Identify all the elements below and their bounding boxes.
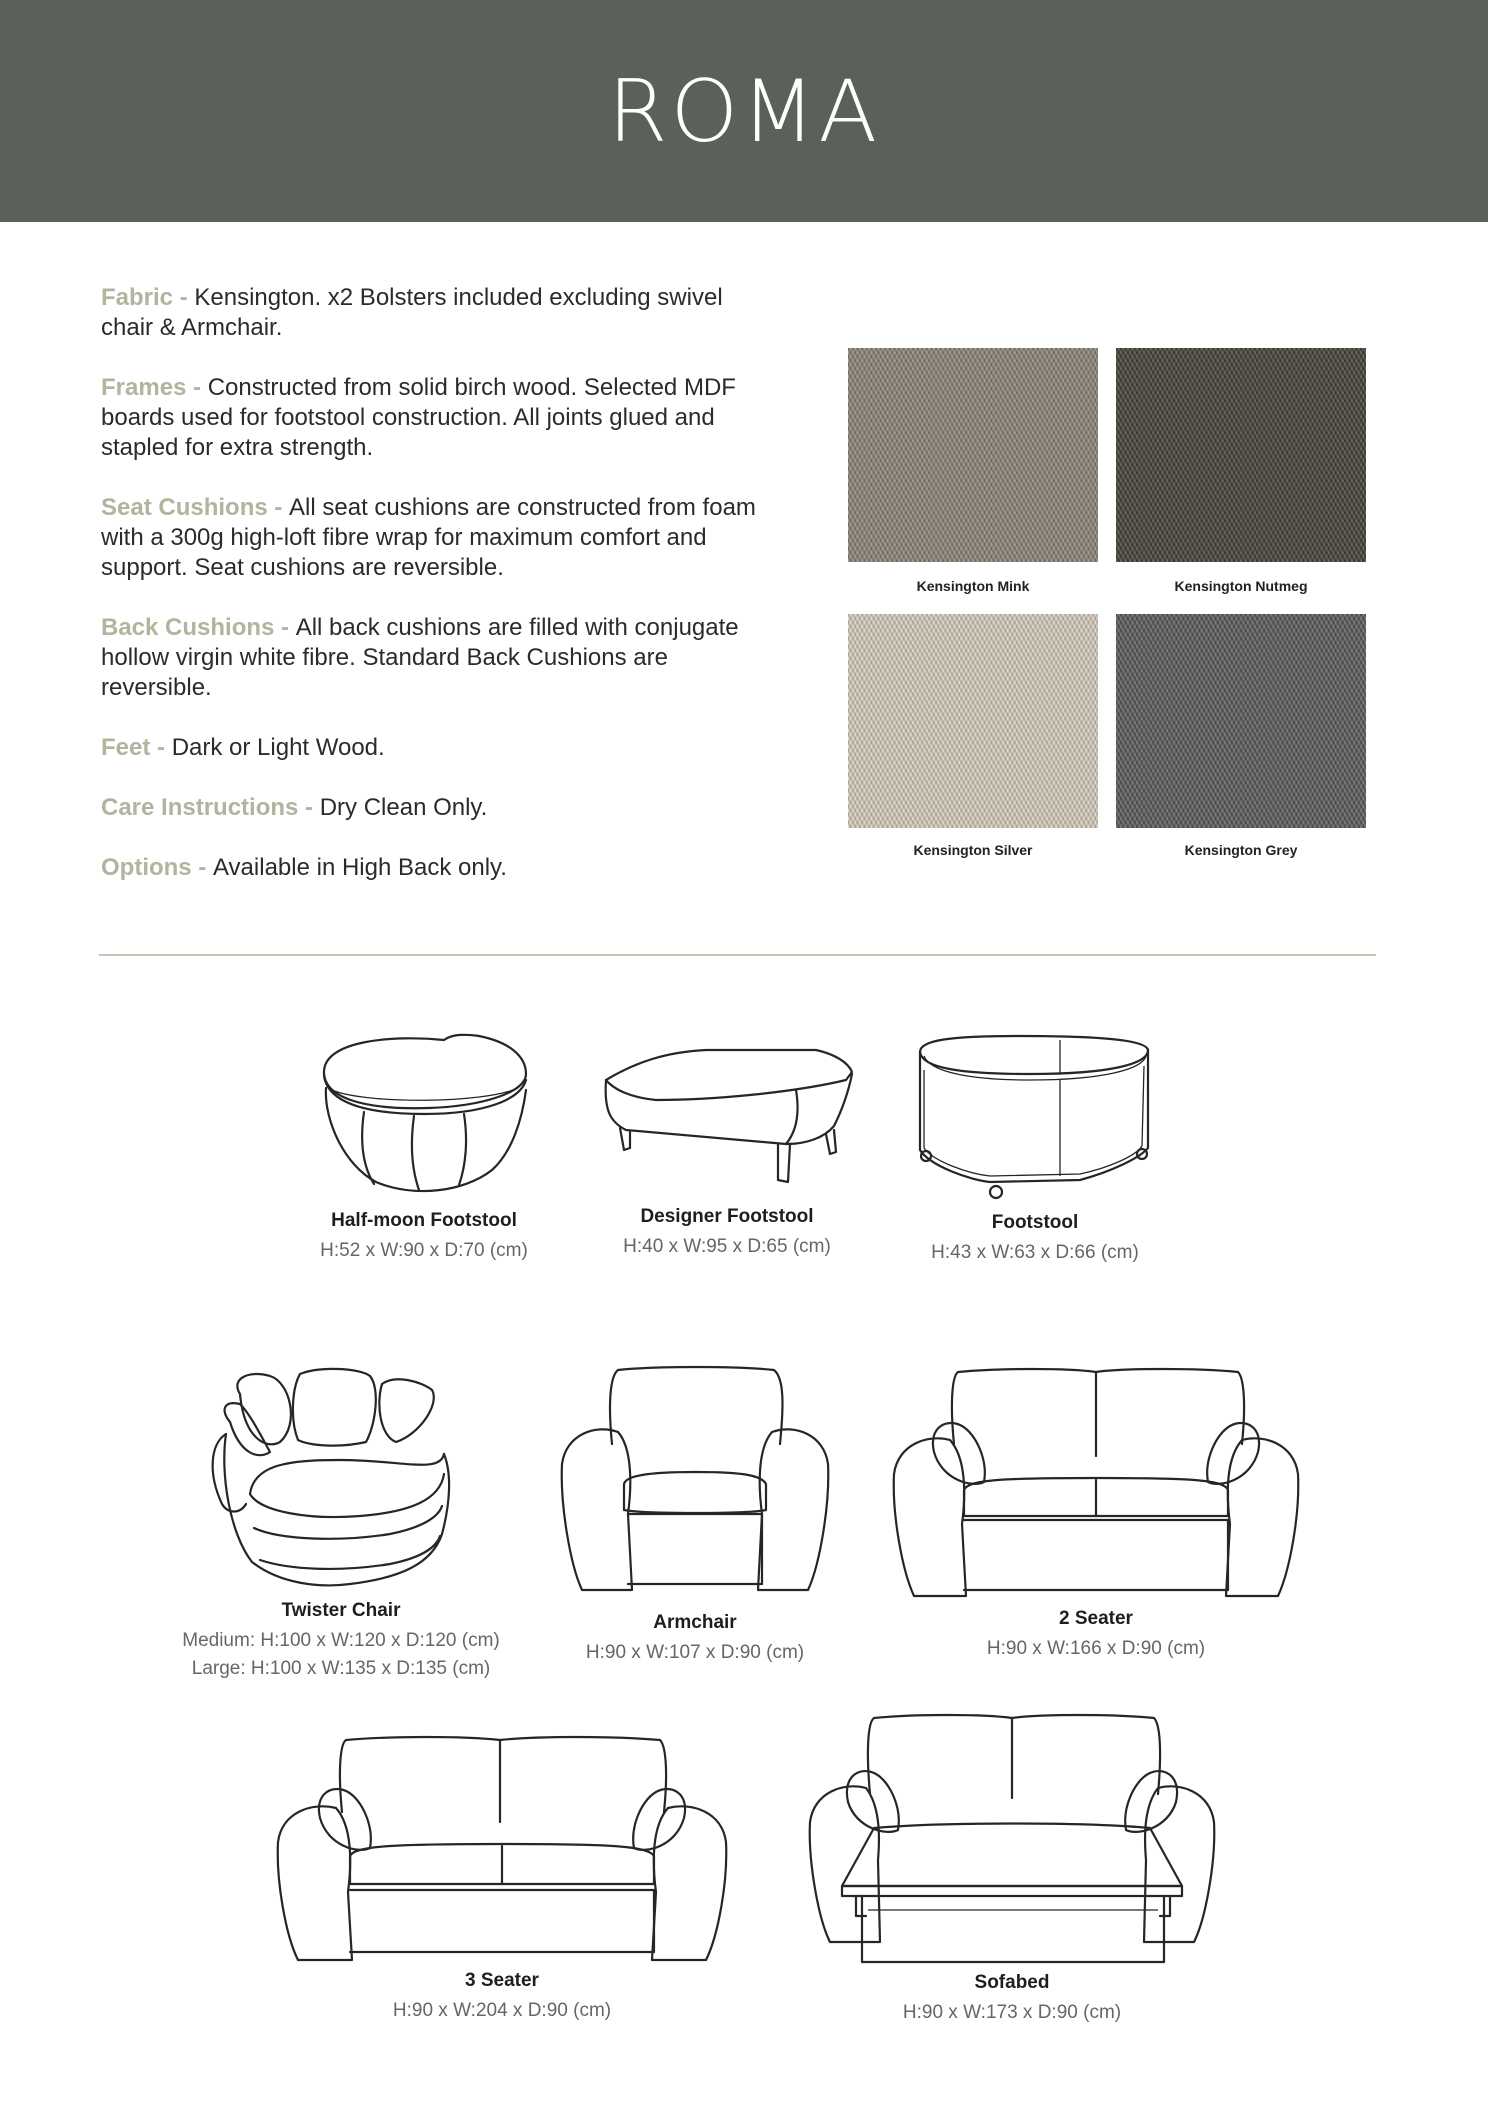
- spec-text: Constructed from solid birch wood. Selected MDF boards used for footstool construction. All joints glued and stapled for extra strength.: [101, 374, 736, 461]
- spec-text: All seat cushions are constructed from foam with a 300g high-loft fibre wrap for maximum comfort and support. Seat cushions are reversible.: [101, 494, 756, 581]
- product-dimensions: H:90 x W:166 x D:90 (cm): [986, 1638, 1206, 1659]
- halfmoon-footstool-drawing: [304, 1030, 544, 1200]
- product-name: Half-moon Footstool: [331, 1210, 517, 1231]
- spec-text: Dark or Light Wood.: [171, 734, 385, 761]
- product-dimensions: H:90 x W:173 x D:90 (cm): [902, 2002, 1122, 2023]
- spec-label: Options -: [101, 854, 213, 881]
- spec-text: Dry Clean Only.: [319, 794, 488, 821]
- three-seater-drawing: [272, 1732, 732, 1964]
- product-designer-footstool: [596, 1040, 858, 1260]
- swatch-caption: Kensington Nutmeg: [1174, 578, 1308, 594]
- fabric-swatch-image: [1116, 614, 1366, 828]
- spec-label: Frames -: [101, 374, 208, 401]
- spec-text: All back cushions are filled with conjugate hollow virgin white fibre. Standard Back Cushions are reversible.: [101, 614, 739, 701]
- product-dimensions-large: Large: H:100 x W:135 x D:135 (cm): [191, 1658, 491, 1679]
- spec-label: Seat Cushions -: [101, 494, 290, 521]
- product-name: 3 Seater: [465, 1970, 539, 1991]
- page-title: ROMA: [607, 62, 881, 162]
- product-footstool: [910, 1030, 1160, 1266]
- spec-fabric: [101, 283, 781, 343]
- fabric-swatch-image: [1116, 348, 1366, 562]
- spec-label: Feet -: [101, 734, 172, 761]
- spec-seat-cushions: [101, 493, 781, 583]
- section-divider: [99, 954, 1376, 956]
- swatch-caption: Kensington Grey: [1184, 842, 1298, 858]
- product-2-seater: [888, 1364, 1304, 1662]
- product-dimensions: H:52 x W:90 x D:70 (cm): [320, 1240, 528, 1261]
- product-dimensions: H:90 x W:204 x D:90 (cm): [392, 2000, 612, 2021]
- product-name: Sofabed: [974, 1972, 1050, 1993]
- fabric-swatch-image: [848, 348, 1098, 562]
- spec-options: [101, 853, 781, 883]
- product-name: Footstool: [991, 1212, 1079, 1233]
- spec-care: [101, 793, 781, 823]
- product-dimensions-medium: Medium: H:100 x W:120 x D:120 (cm): [182, 1630, 500, 1651]
- product-dimensions: H:90 x W:107 x D:90 (cm): [585, 1642, 805, 1663]
- spec-list: [101, 283, 781, 913]
- product-name: Twister Chair: [281, 1600, 401, 1621]
- swatch-caption: Kensington Mink: [916, 578, 1030, 594]
- product-dimensions: H:40 x W:95 x D:65 (cm): [623, 1236, 831, 1257]
- designer-footstool-drawing: [596, 1040, 858, 1200]
- spec-frames: [101, 373, 781, 463]
- swatch-kensington-mink: [848, 348, 1098, 594]
- product-sofabed: [804, 1710, 1220, 2026]
- product-armchair: [556, 1364, 834, 1666]
- spec-text: Kensington. x2 Bolsters included excluding swivel chair & Armchair.: [101, 284, 723, 341]
- fabric-swatch-image: [848, 614, 1098, 828]
- swatch-kensington-grey: [1116, 614, 1366, 858]
- product-name: 2 Seater: [1059, 1608, 1133, 1629]
- product-twister-chair: [170, 1364, 512, 1682]
- spec-label: Fabric -: [101, 284, 195, 311]
- spec-feet: [101, 733, 781, 763]
- product-dimensions: H:43 x W:63 x D:66 (cm): [931, 1242, 1139, 1263]
- product-halfmoon-footstool: [304, 1030, 544, 1264]
- swatch-kensington-nutmeg: [1116, 348, 1366, 594]
- spec-text: Available in High Back only.: [212, 854, 507, 881]
- swatch-kensington-silver: [848, 614, 1098, 858]
- two-seater-drawing: [888, 1364, 1304, 1602]
- footstool-drawing: [910, 1030, 1160, 1202]
- product-name: Armchair: [653, 1612, 737, 1633]
- spec-label: Back Cushions -: [101, 614, 296, 641]
- product-name: Designer Footstool: [640, 1206, 814, 1227]
- swatch-caption: Kensington Silver: [913, 842, 1033, 858]
- header-banner: [0, 0, 1488, 222]
- spec-label: Care Instructions -: [101, 794, 320, 821]
- spec-back-cushions: [101, 613, 781, 703]
- twister-chair-drawing: [170, 1364, 512, 1592]
- armchair-drawing: [556, 1364, 834, 1592]
- product-3-seater: [272, 1732, 732, 2024]
- sofabed-drawing: [804, 1710, 1220, 1972]
